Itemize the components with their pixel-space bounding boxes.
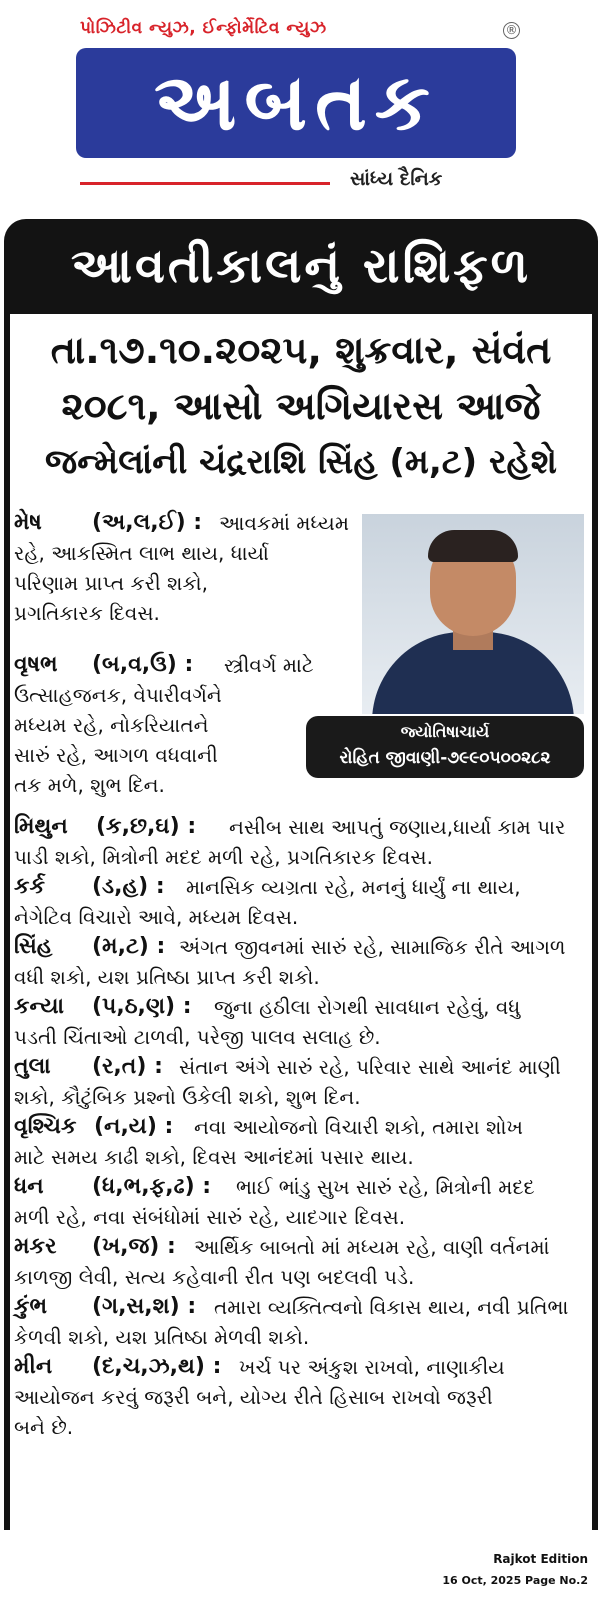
zodiac-sign-name: તુલા [14, 1054, 51, 1079]
zodiac-sign-name: ધન [14, 1174, 44, 1199]
horoscope-entry [14, 1052, 588, 1112]
prediction-line: રહે, આકસ્મિત લાભ થાય, ધાર્યા [14, 541, 269, 565]
prediction-line: વધી શકો, યશ પ્રતિષ્ઠા પ્રાપ્ત કરી શકો. [14, 965, 320, 989]
prediction-line: માનસિક વ્યગ્રતા રહે, મનનું ધાર્યું ના થાય, [186, 875, 521, 899]
zodiac-letters: (ધ,ભ,ફ,ઢ) : [92, 1174, 212, 1199]
zodiac-letters: (ડ,હ) : [92, 874, 165, 899]
horoscope-entry [14, 992, 588, 1052]
horoscope-entry [14, 1352, 588, 1442]
zodiac-sign-name: કર્ક [14, 874, 46, 899]
zodiac-sign-name: મિથુન [14, 814, 68, 839]
newspaper-logo [76, 48, 516, 158]
zodiac-sign-name: સિંહ [14, 934, 53, 959]
zodiac-letters: (મ,ટ) : [92, 934, 166, 959]
horoscope-entry [14, 1172, 588, 1232]
astrologer-name: રોહિત જીવાણી-૭૯૯૦૫૦૦૨૮૨ [339, 748, 551, 768]
prediction-line: માટે સમય કાઢી શકો, દિવસ આનંદમાં પસાર થાય. [14, 1145, 414, 1169]
headline-line-3: જન્મેલાંની ચંદ્રરાશિ સિંહ (મ,ટ) રહેશે [45, 442, 557, 482]
prediction-line: નસીબ સાથ આપતું જણાય,ધાર્યા કામ પાર [229, 815, 566, 839]
prediction-line: શકો, કૌટુંબિક પ્રશ્નો ઉકેલી શકો, શુભ દિન. [14, 1085, 361, 1109]
zodiac-sign-name: મેષ [14, 510, 42, 535]
masthead [0, 0, 602, 212]
prediction-line: કાળજી લેવી, સત્ય કહેવાની રીત પણ બદલવી પડે. [14, 1265, 415, 1289]
zodiac-letters: (દ,ચ,ઝ,થ) : [92, 1354, 222, 1379]
zodiac-letters: (ર,ત) : [92, 1054, 163, 1079]
horoscope-entry [14, 932, 588, 992]
prediction-line: બને છે. [14, 1415, 74, 1439]
horoscope-entry [14, 1112, 588, 1172]
zodiac-letters: (બ,વ,ઉ) : [92, 652, 194, 677]
prediction-line: જુના હઠીલા રોગથી સાવધાન રહેવું, વધુ [214, 995, 521, 1019]
page-label: 16 Oct, 2025 Page No.2 [442, 1574, 588, 1587]
prediction-line: સ્ત્રીવર્ગ માટે [224, 653, 314, 677]
horoscope-entry [14, 872, 588, 932]
horoscope-entry [14, 1292, 588, 1352]
zodiac-letters: (ખ,જ) : [92, 1234, 176, 1259]
prediction-line: આવકમાં મધ્યમ [219, 511, 349, 535]
edition-label: Rajkot Edition [493, 1552, 588, 1566]
zodiac-sign-name: મીન [14, 1354, 53, 1379]
prediction-line: આયોજન કરવું જરૂરી બને, યોગ્ય રીતે હિસાબ રાખવો જરૂરી [14, 1385, 493, 1409]
zodiac-letters: (ક,છ,ઘ) : [96, 814, 197, 839]
prediction-line: પાડી શકો, મિત્રોની મદદ મળી રહે, પ્રગતિકારક દિવસ. [14, 845, 433, 869]
headline-line-2: ૨૦૮૧, આસો અગિયારસ આજે [61, 384, 541, 428]
horoscope-entry [14, 508, 588, 628]
registered-mark: ® [503, 22, 520, 39]
prediction-line: અંગત જીવનમાં સારું રહે, સામાજિક રીતે આગળ [179, 935, 566, 959]
masthead-subtitle: સાંધ્ય દૈનિક [350, 168, 443, 190]
prediction-line: તક મળે, શુભ દિન. [14, 773, 165, 797]
prediction-line: કેળવી શકો, યશ પ્રતિષ્ઠા મેળવી શકો. [14, 1325, 310, 1349]
logo-text: અબતક [154, 58, 438, 148]
zodiac-sign-name: વૃષભ [14, 652, 58, 677]
prediction-line: ખર્ચ પર અંકુશ રાખવો, નાણાકીય [239, 1355, 505, 1379]
prediction-line: પડતી ચિંતાઓ ટાળવી, પરેજી પાલવ સલાહ છે. [14, 1025, 381, 1049]
zodiac-letters: (અ,લ,ઈ) : [92, 510, 203, 535]
zodiac-letters: (ન,ય) : [94, 1114, 174, 1139]
zodiac-sign-name: કુંભ [14, 1294, 48, 1319]
prediction-line: નેગેટિવ વિચારો આવે, મધ્યમ દિવસ. [14, 905, 299, 929]
prediction-line: નવા આયોજનો વિચારી શકો, તમારા શોખ [194, 1115, 523, 1139]
horoscope-entry [14, 812, 588, 872]
prediction-line: સારું રહે, આગળ વધવાની [14, 743, 218, 767]
masthead-tagline: પોઝિટીવ ન્યુઝ, ઈન્ફોર્મેટિવ ન્યુઝ [80, 18, 327, 38]
prediction-line: આર્થિક બાબતો માં મધ્યમ રહે, વાણી વર્તનમાં [194, 1235, 550, 1259]
zodiac-sign-name: મકર [14, 1234, 57, 1259]
zodiac-letters: (પ,ઠ,ણ) : [92, 994, 192, 1019]
prediction-line: પ્રગતિકારક દિવસ. [14, 601, 160, 625]
section-title: આવતીકાલનું રાશિફળ [70, 238, 532, 294]
red-rule [80, 182, 330, 185]
zodiac-sign-name: કન્યા [14, 994, 64, 1019]
horoscope-entry [14, 650, 588, 800]
prediction-line: ઉત્સાહજનક, વેપારીવર્ગને [14, 683, 222, 707]
zodiac-sign-name: વૃશ્ચિક [14, 1114, 77, 1139]
horoscope-entry [14, 1232, 588, 1292]
headline-line-1: તા.૧૭.૧૦.૨૦૨૫, શુક્રવાર, સંવંત [50, 328, 552, 372]
prediction-line: પરિણામ પ્રાપ્ત કરી શકો, [14, 571, 208, 595]
prediction-line: સંતાન અંગે સારું રહે, પરિવાર સાથે આનંદ માણી [179, 1055, 561, 1079]
prediction-line: મધ્યમ રહે, નોકરિયાતને [14, 713, 209, 737]
prediction-line: ભાઈ ભાંડુ સુખ સારું રહે, મિત્રોની મદદ [236, 1175, 535, 1199]
prediction-line: તમારા વ્યક્તિત્વનો વિકાસ થાય, નવી પ્રતિભા [214, 1295, 569, 1319]
zodiac-letters: (ગ,સ,શ) : [92, 1294, 197, 1319]
astrologer-title: જ્યોતિષાચાર્ય [400, 722, 490, 741]
prediction-line: મળી રહે, નવા સંબંધોમાં સારું રહે, યાદગાર દિવસ. [14, 1205, 406, 1229]
